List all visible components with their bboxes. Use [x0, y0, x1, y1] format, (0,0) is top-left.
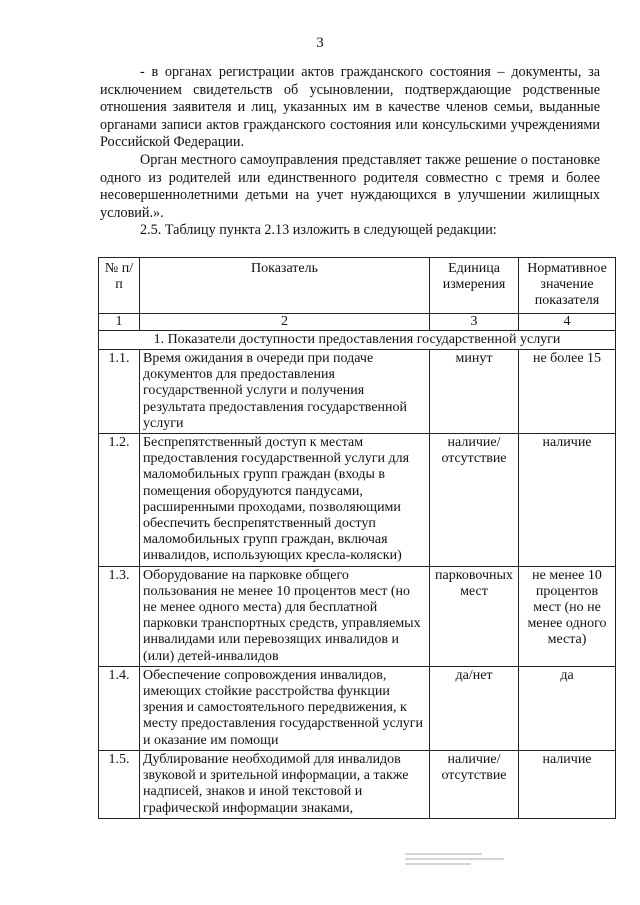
page-number: 3 [316, 35, 324, 51]
table-row [99, 434, 616, 567]
header-unit: Единица измерения [430, 258, 519, 314]
paragraph-local-government: Орган местного самоуправления представляет также решение о постановке одного из родителей или единственного родителя совместно с тремя и более несовершеннолетними детьми на учет нуждающихся в улучшении жилищных условий.». [100, 151, 600, 221]
table-row [99, 666, 616, 750]
header-number: № п/п [99, 258, 140, 314]
row-number: 1.2. [99, 434, 140, 567]
row-unit: наличие/ отсутствие [430, 750, 519, 818]
table-row [99, 566, 616, 666]
header-norm: Нормативное значение показателя [519, 258, 616, 314]
row-indicator: Обеспечение сопровождения инвалидов, имеющих стойкие расстройства функции зрения и самостоятельного передвижения, к месту предоставления государственной услуги и оказание им помощи [140, 666, 430, 750]
row-norm: не менее 10 процентов мест (но не менее одного места) [519, 566, 616, 666]
row-indicator: Беспрепятственный доступ к местам предоставления государственной услуги для маломобильных групп граждан (входы в помещения оборудуются пандусами, расширенными проходами, позволяющими обеспечить беспрепятственный доступ маломобильных групп граждан, включая инвалидов, использующих кресла-коляски) [140, 434, 430, 567]
column-number: 3 [430, 313, 519, 330]
row-unit: парковочных мест [430, 566, 519, 666]
indicators-table [98, 257, 616, 819]
row-number: 1.1. [99, 350, 140, 434]
faded-stamp-mark [405, 850, 515, 872]
column-number: 2 [140, 313, 430, 330]
row-norm: да [519, 666, 616, 750]
row-norm: наличие [519, 434, 616, 567]
column-numbers-row [99, 313, 616, 330]
row-number: 1.3. [99, 566, 140, 666]
row-number: 1.5. [99, 750, 140, 818]
row-unit: минут [430, 350, 519, 434]
column-number: 4 [519, 313, 616, 330]
row-norm: наличие [519, 750, 616, 818]
row-unit: да/нет [430, 666, 519, 750]
paragraph-registry-documents: - в органах регистрации актов гражданского состояния – документы, за исключением свидетельств об усыновлении, подтверждающие родственные отношения заявителя и лиц, указанных им в качестве членов семьи, выданные органами записи актов гражданского состояния или консульскими учреждениями Российской Федерации. [100, 64, 600, 151]
table-row [99, 350, 616, 434]
section-row [99, 330, 616, 349]
body-text [100, 64, 600, 240]
section-title: 1. Показатели доступности предоставления государственной услуги [99, 330, 616, 349]
row-indicator: Дублирование необходимой для инвалидов звуковой и зрительной информации, а также надписей, знаков и иной текстовой и графической информации знаками, [140, 750, 430, 818]
header-indicator: Показатель [140, 258, 430, 314]
table-header-row [99, 258, 616, 314]
row-indicator: Время ожидания в очереди при подаче документов для предоставления государственной услуги и получения результата предоставления государственной услуги [140, 350, 430, 434]
row-unit: наличие/ отсутствие [430, 434, 519, 567]
column-number: 1 [99, 313, 140, 330]
paragraph-table-intro: 2.5. Таблицу пункта 2.13 изложить в следующей редакции: [140, 222, 497, 239]
table-row [99, 750, 616, 818]
row-number: 1.4. [99, 666, 140, 750]
row-indicator: Оборудование на парковке общего пользования не менее 10 процентов мест (но не менее одного места) для бесплатной парковки транспортных средств, управляемых инвалидами или перевозящих инвалидов и (или) детей-инвалидов [140, 566, 430, 666]
row-norm: не более 15 [519, 350, 616, 434]
